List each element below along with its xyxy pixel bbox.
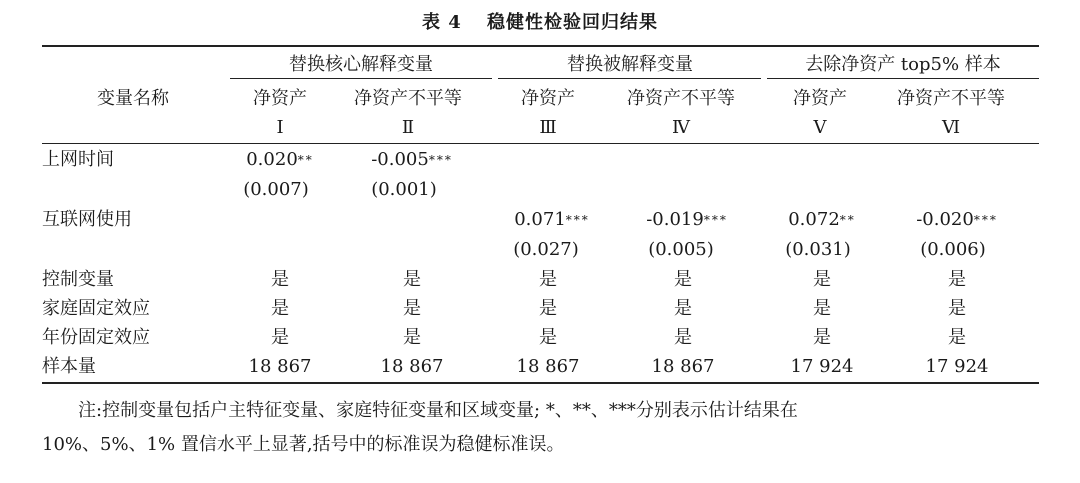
table-cell: 是 (674, 298, 692, 319)
table-title-text: 稳健性检验回归结果 (487, 12, 659, 33)
table-note (42, 394, 1042, 462)
row-label: 年份固定效应 (42, 327, 150, 348)
subcol-header: 净资产 (521, 88, 575, 109)
table-cell: 是 (813, 298, 831, 319)
subcol-header: 净资产 (253, 88, 307, 109)
coef-cell (916, 209, 998, 231)
table-cell: 是 (539, 298, 557, 319)
se-cell: (0.005) (648, 239, 714, 260)
se-cell: (0.027) (513, 239, 579, 260)
table-cell: 是 (271, 269, 289, 290)
row-label: 互联网使用 (42, 209, 132, 230)
table-cell: 是 (674, 327, 692, 348)
coef-cell (788, 209, 856, 231)
table-title (0, 8, 1080, 34)
row-label: 家庭固定效应 (42, 298, 150, 319)
group-rule-2 (498, 78, 761, 79)
significance-stars: *** (428, 153, 453, 167)
table-cell: 是 (403, 327, 421, 348)
significance-stars: *** (973, 213, 998, 227)
significance-stars: ** (839, 213, 856, 227)
table-cell: 是 (271, 298, 289, 319)
table-cell: 是 (403, 269, 421, 290)
coef-cell (371, 149, 453, 171)
table-cell: 17 924 (925, 356, 989, 377)
coef-value: 0.020 (246, 149, 298, 170)
row-label: 上网时间 (42, 149, 114, 170)
table-number: 表 4 (421, 12, 462, 33)
table-cell: 是 (403, 298, 421, 319)
se-cell: (0.007) (243, 179, 309, 200)
coef-cell (246, 149, 314, 171)
subcol-header: 净资产不平等 (354, 88, 462, 109)
coef-value: 0.071 (514, 209, 566, 230)
column-number: Ⅰ (276, 117, 284, 138)
subcol-header: 净资产不平等 (627, 88, 735, 109)
table-cell: 是 (948, 327, 966, 348)
table-cell: 是 (948, 298, 966, 319)
se-cell: (0.006) (920, 239, 986, 260)
se-cell: (0.001) (371, 179, 437, 200)
subcol-header: 净资产 (793, 88, 847, 109)
header-rule (42, 143, 1039, 144)
table-cell: 是 (674, 269, 692, 290)
coef-value: -0.020 (916, 209, 974, 230)
row-label: 控制变量 (42, 269, 114, 290)
group-header-1: 替换核心解释变量 (289, 54, 433, 75)
se-cell: (0.031) (785, 239, 851, 260)
table-cell: 是 (813, 269, 831, 290)
table-cell: 18 867 (248, 356, 312, 377)
column-number: Ⅳ (672, 117, 690, 138)
significance-stars: *** (565, 213, 590, 227)
column-number: Ⅱ (401, 117, 415, 138)
table-cell: 是 (948, 269, 966, 290)
column-number: Ⅵ (941, 117, 961, 138)
bottom-rule (42, 382, 1039, 384)
coef-value: -0.019 (646, 209, 704, 230)
table-cell: 是 (271, 327, 289, 348)
coef-value: 0.072 (788, 209, 840, 230)
coef-value: -0.005 (371, 149, 429, 170)
group-rule-1 (230, 78, 492, 79)
table-cell: 18 867 (516, 356, 580, 377)
note-line: 10%、5%、1% 置信水平上显著,括号中的标准误为稳健标准误。 (42, 434, 565, 455)
column-number: Ⅴ (813, 117, 827, 138)
table-cell: 是 (813, 327, 831, 348)
table-cell: 18 867 (380, 356, 444, 377)
table-cell: 是 (539, 269, 557, 290)
subcol-header: 净资产不平等 (897, 88, 1005, 109)
table-cell: 17 924 (790, 356, 854, 377)
row-label-header: 变量名称 (97, 88, 169, 109)
row-label: 样本量 (42, 356, 96, 377)
note-line: 注:控制变量包括户主特征变量、家庭特征变量和区域变量; *、**、***分别表示估计结果在 (78, 400, 798, 421)
coef-cell (646, 209, 728, 231)
table-cell: 18 867 (651, 356, 715, 377)
group-header-2: 替换被解释变量 (567, 54, 693, 75)
significance-stars: ** (297, 153, 314, 167)
group-header-3: 去除净资产 top5% 样本 (805, 54, 1001, 75)
top-rule (42, 45, 1039, 47)
group-rule-3 (767, 78, 1039, 79)
table-cell: 是 (539, 327, 557, 348)
coef-cell (514, 209, 590, 231)
column-number: Ⅲ (539, 117, 557, 138)
significance-stars: *** (703, 213, 728, 227)
